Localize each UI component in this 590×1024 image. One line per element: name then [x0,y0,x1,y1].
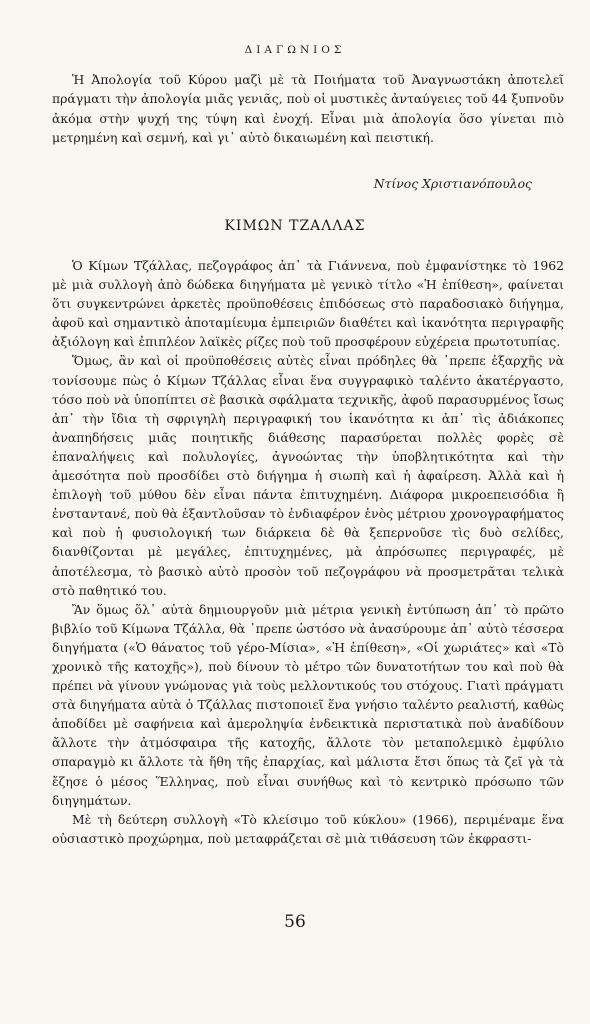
body-paragraph: Μὲ τὴ δεύτερη συλλογὴ «Τὸ κλείσιμο τοῦ κύκλου» (1966), περιμέναμε ἕνα οὐσιαστικὸ προχώρημα, ποὺ μεταφράζεται σὲ μιὰ τιθάσευση τῶν ἐκφραστι- [52,811,564,846]
article-body [52,256,564,848]
running-header: ΔΙΑΓΩΝΙΟΣ [244,44,346,56]
author-signature: Ντίνος Χριστιανόπουλος [373,176,532,191]
page-number: 56 [284,912,306,932]
body-paragraph: Ὅμως, ἂν καὶ οἱ προϋποθέσεις αὐτὲς εἶναι πρόδηλες θὰ ᾿πρεπε ἐξαρχῆς νὰ τονίσουμε πὼς ὁ Κίμων Τζάλλας εἶναι ἕνα συγγραφικὸ ταλέντο ἀκατέργαστο, τόσο ποὺ νὰ ὑποπίπτει σὲ βασικὰ σφάλματα τεχνικῆς, ἀφοῦ παρασυρμένος ἴσως ἀπ᾿ τὴν ἴδια τὴ σφριγηλὴ περιγραφική του ἱκανότητα κι ἀπ᾿ τὶς ἀδιάκοπες ἀναπηδήσεις μιᾶς ποιητικῆς διάθεσης παρασύρεται πολλὲς φορὲς σὲ ἐπαναλήψεις καὶ πολυλογίες, ἀγνοώντας τὴν ὑποβλητικότητα καὶ τὴν ἀμεσότητα ποὺ προσδίδει στὸ διήγημα ἡ σιωπὴ καὶ ἡ ἀφαίρεση. Ἀλλὰ καὶ ἡ ἐπιλογὴ τοῦ μύθου δὲν εἶναι πάντα ἐπιτυχημένη. Διάφορα μικροεπεισόδια ἢ ἐνσταντανέ, ποὺ θὰ ἐξαντλοῦσαν τὸ ἐνδιαφέρον ἑνὸς μέτριου χρονογραφήματος καὶ ποὺ ἡ φυσιολογική των διάρκεια δὲ θὰ ξεπερνοῦσε τὶς δυὸ σελίδες, διανθίζονται μὲ μεγάλες, ἐπιτυχημένες, μὰ ἀπρόσωπες περιγραφές, μὲ ἀποτέλεσμα, τὸ βασικὸ αὐτὸ προσὸν τοῦ πεζογράφου νὰ προσμετρᾶται τελικὰ στὸ παθητικό του. [52,353,564,598]
body-paragraph: Ἂν ὅμως ὅλ᾿ αὐτὰ δημιουργοῦν μιὰ μέτρια γενικὴ ἐντύπωση ἀπ᾿ τὸ πρῶτο βιβλίο τοῦ Κίμωνα Τζάλλα, θὰ ᾿πρεπε ὡστόσο νὰ ἀνασύρουμε ἀπ᾿ αὐτὸ τέσσερα διηγήματα («Ὁ θάνατος τοῦ γέρο-Μίσια», «Ἡ ἐπίθεση», «Οἱ χωριάτες» καὶ «Τὸ χρονικὸ τῆς κατοχῆς»), ποὺ δίνουν τὸ μέτρο τῶν δυνατοτήτων του καὶ ποὺ θὰ πρέπει νὰ γίνουν γνώμονας γιὰ τοὺς μελλοντικούς του στόχους. Γιατὶ πράγματι στὰ διηγήματα αὐτὰ ὁ Τζάλλας πιστοποιεῖ ἕνα γνήσιο ταλέντο ρεαλιστή, καθὼς ἀποδίδει μὲ σαφήνεια καὶ ἀμεροληψία ἐνδεικτικὰ περιστατικὰ ποὺ ἀναδίδουν ἄλλοτε τὴν ἀτμόσφαιρα τῆς κατοχῆς, ἄλλοτε τὸν μεταπολεμικὸ ἐμφύλιο σπαραγμὸ κι ἄλλοτε τὰ ἤθη τῆς ἐπαρχίας, καὶ μάλιστα ἔτσι ὅπως τὰ ζεῖ γὰ τὰ ἔζησε ὁ μέσος Ἕλληνας, ποὺ εἶναι συνήθως καὶ τὸ κεντρικὸ πρόσωπο τῶν διηγημάτων. [52,601,564,808]
section-title: ΚΙΜΩΝ ΤΖΑΛΛΑΣ [224,218,366,234]
intro-section [52,70,564,148]
body-paragraph: Ὁ Κίμων Τζάλλας, πεζογράφος ἀπ᾿ τὰ Γιάννενα, ποὺ ἐμφανίστηκε τὸ 1962 μὲ μιὰ συλλογὴ ἀπὸ δώδεκα διηγήματα μὲ γενικὸ τίτλο «Ἡ ἐπίθεση», φαίνεται ὅτι συγκεντρώνει ἀρκετὲς προϋποθέσεις ἐπιδόσεως στὸ παραδοσιακὸ διήγημα, ἀφοῦ καὶ σημαντικὸ ἀποταμίευμα ἐμπειριῶν διαθέτει καὶ ἱκανότητα περιγραφῆς ἀξιόλογη καὶ ἐπιπλέον λαϊκὲς ρίζες ποὺ τοῦ προσφέρουν εὐχέρεια πρωτοτυπίας. [52,258,564,350]
intro-paragraph: Ἡ Ἀπολογία τοῦ Κύρου μαζὶ μὲ τὰ Ποιήματα τοῦ Ἀναγνωστάκη ἀποτελεῖ πράγματι τὴν ἀπολογία μιᾶς γενιᾶς, ποὺ οἱ μυστικὲς ἀνταύγειες τοῦ 44 ξυπνοῦν ἀκόμα στὴν ψυχή της τύψη καὶ ἐνοχή. Εἶναι μιὰ ἀπολογία ὅσο γίνεται πιὸ μετρημένη καὶ σεμνή, καὶ γι᾿ αὐτὸ δικαιωμένη καὶ πειστική. [52,72,564,146]
